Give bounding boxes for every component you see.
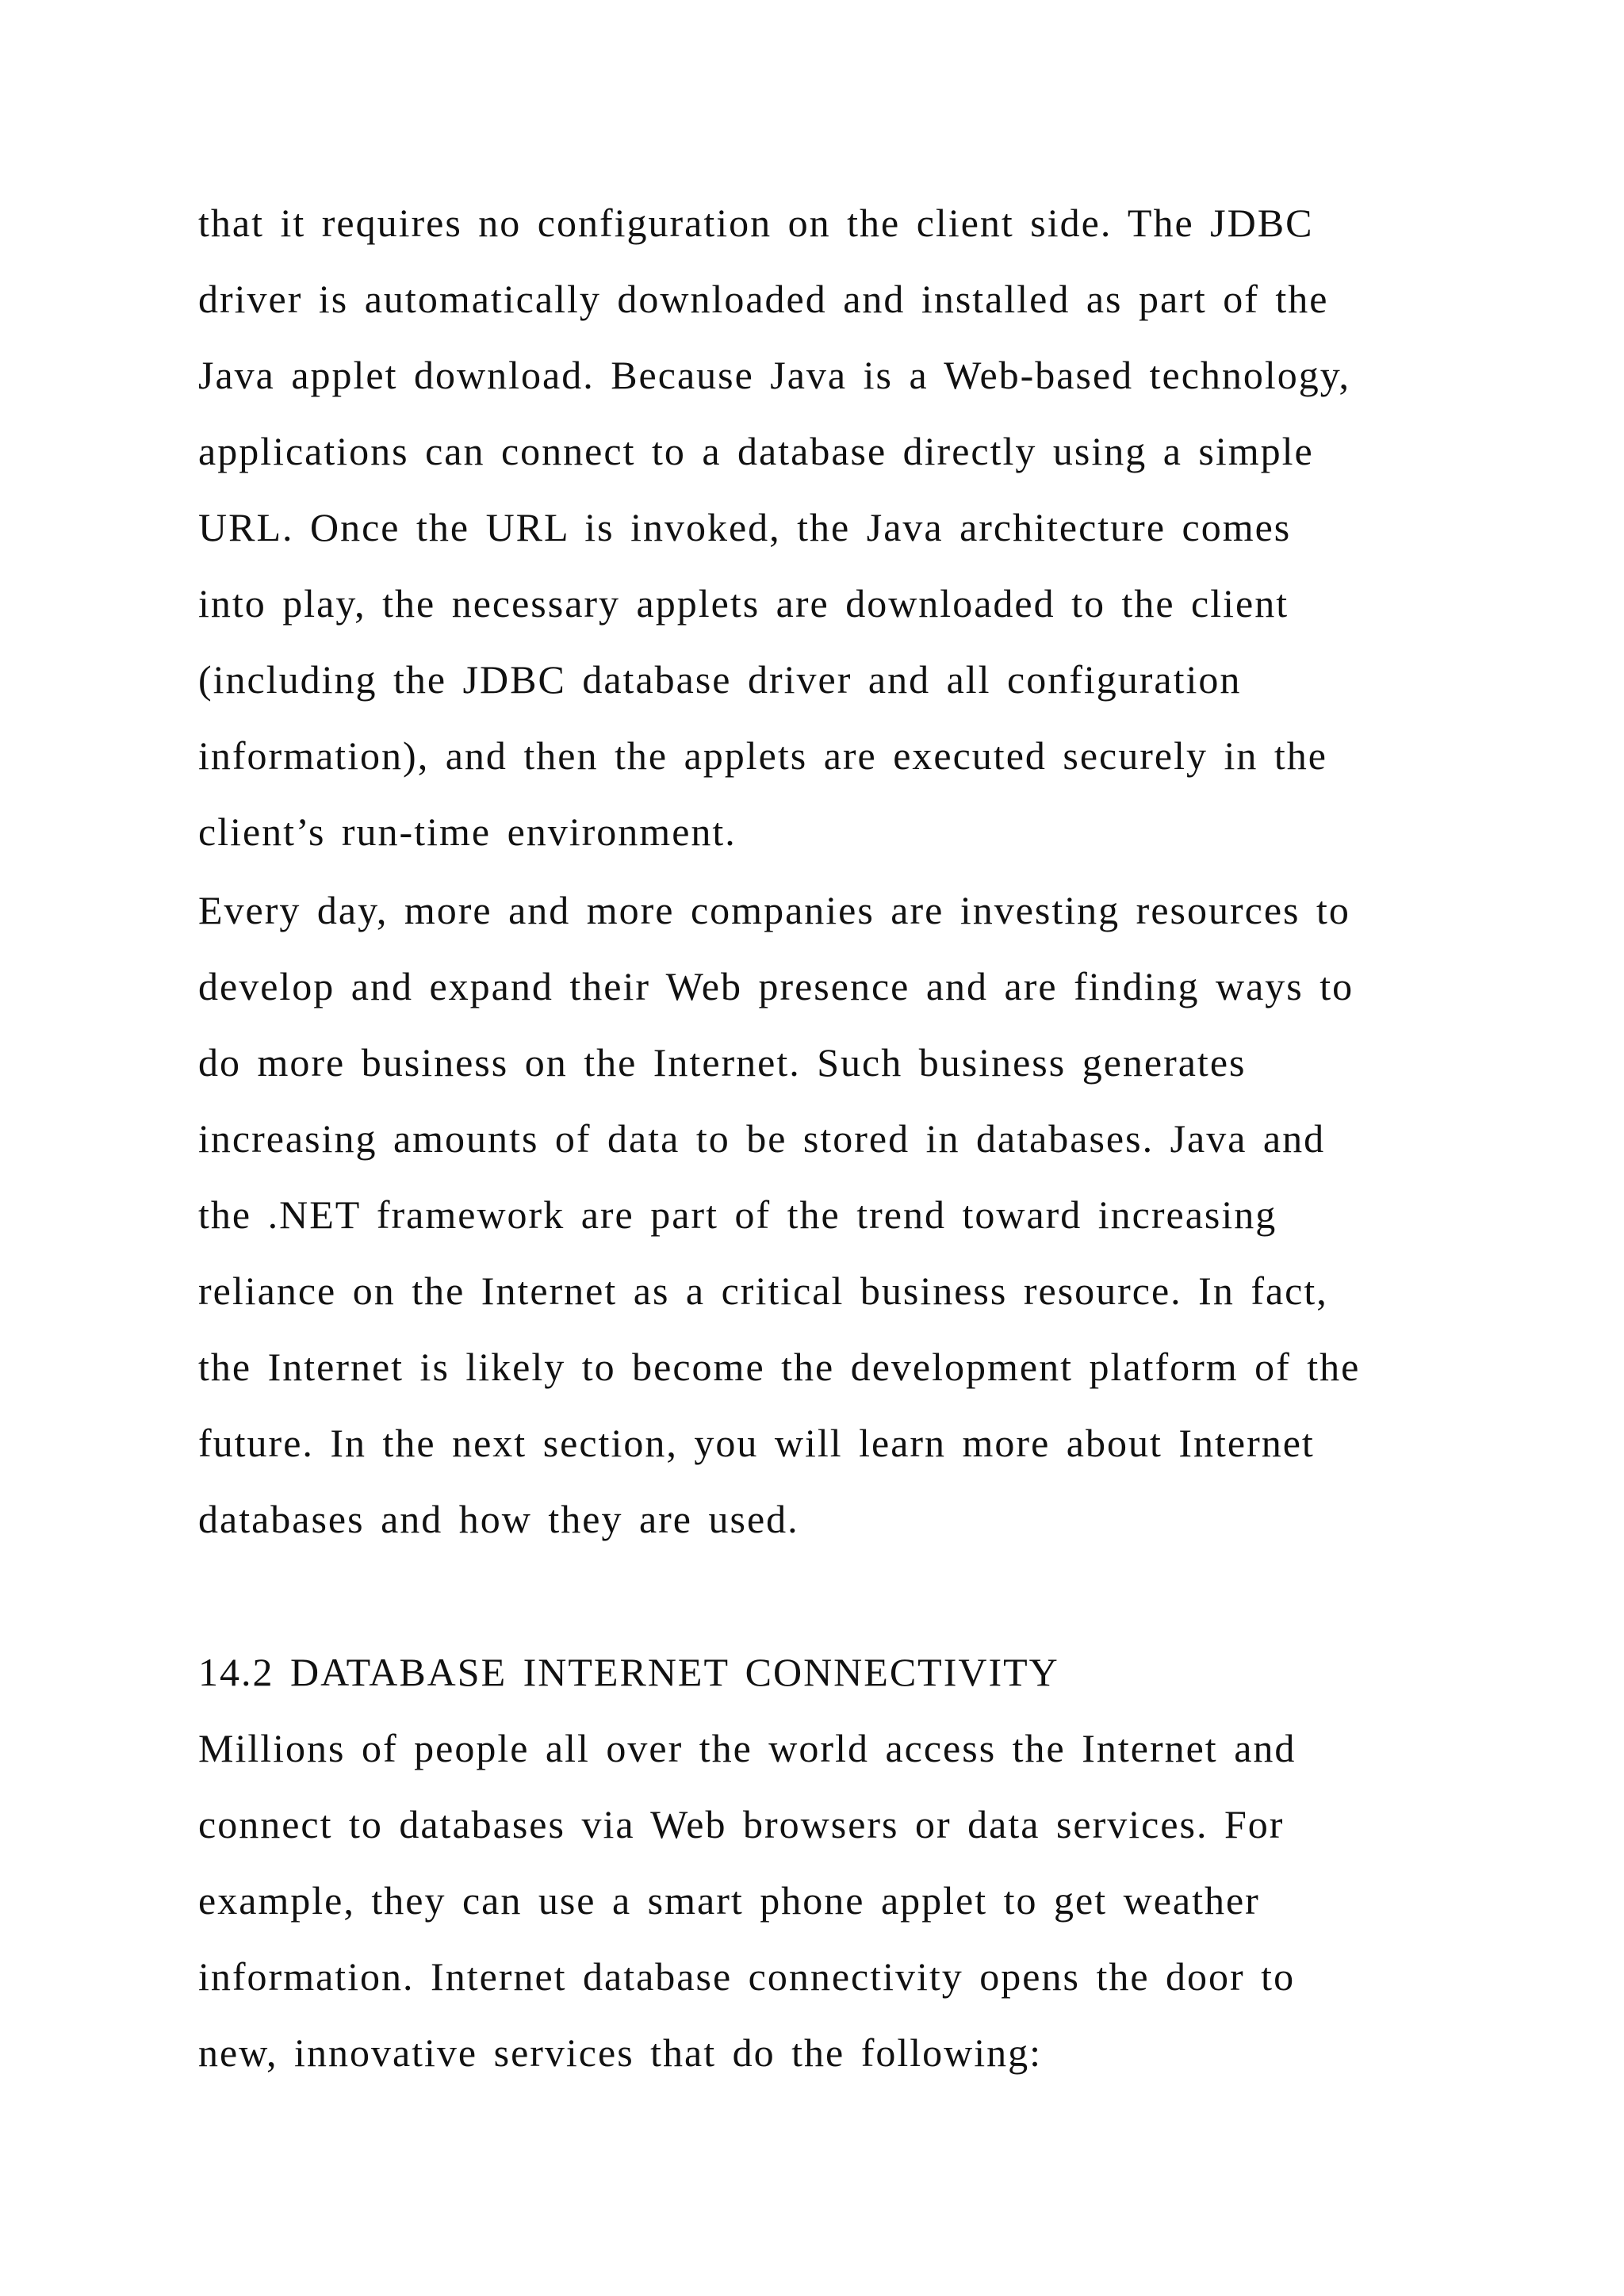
paragraph-line: that it requires no configuration on the client side. The JDBC [198,201,1314,245]
paragraph-line: Millions of people all over the world access the Internet and [198,1726,1297,1770]
paragraph-line: do more business on the Internet. Such business generates [198,1040,1247,1085]
paragraph-web-presence [198,872,1435,1557]
paragraph-line: new, innovative services that do the following: [198,2030,1043,2075]
paragraph-line: connect to databases via Web browsers or data services. For [198,1802,1285,1846]
paragraph-internet-connectivity [198,1710,1435,2091]
paragraph-line: the .NET framework are part of the trend toward increasing [198,1192,1277,1237]
paragraph-line: (including the JDBC database driver and all configuration [198,657,1242,702]
section-heading: 14.2 DATABASE INTERNET CONNECTIVITY [198,1650,1059,1694]
section-heading-block [198,1634,1435,1710]
paragraph-line: future. In the next section, you will learn more about Internet [198,1421,1315,1465]
paragraph-line: increasing amounts of data to be stored in databases. Java and [198,1116,1326,1161]
paragraph-line: develop and expand their Web presence and are finding ways to [198,964,1354,1008]
paragraph-line: into play, the necessary applets are downloaded to the client [198,581,1289,626]
paragraph-line: driver is automatically downloaded and installed as part of the [198,277,1329,321]
paragraph-line: information), and then the applets are executed securely in the [198,733,1327,778]
paragraph-line: Java applet download. Because Java is a Web-based technology, [198,353,1351,397]
paragraph-line: the Internet is likely to become the development platform of the [198,1345,1361,1389]
paragraph-line: databases and how they are used. [198,1497,799,1541]
paragraph-line: reliance on the Internet as a critical business resource. In fact, [198,1269,1328,1313]
paragraph-line: example, they can use a smart phone applet to get weather [198,1878,1260,1923]
paragraph-line: Every day, more and more companies are investing resources to [198,888,1350,932]
paragraph-line: information. Internet database connectivity opens the door to [198,1954,1296,1999]
paragraph-line: client’s run-time environment. [198,809,737,854]
paragraph-jdbc-applet [198,185,1435,870]
paragraph-line: URL. Once the URL is invoked, the Java architecture comes [198,505,1292,549]
paragraph-line: applications can connect to a database directly using a simple [198,429,1314,473]
